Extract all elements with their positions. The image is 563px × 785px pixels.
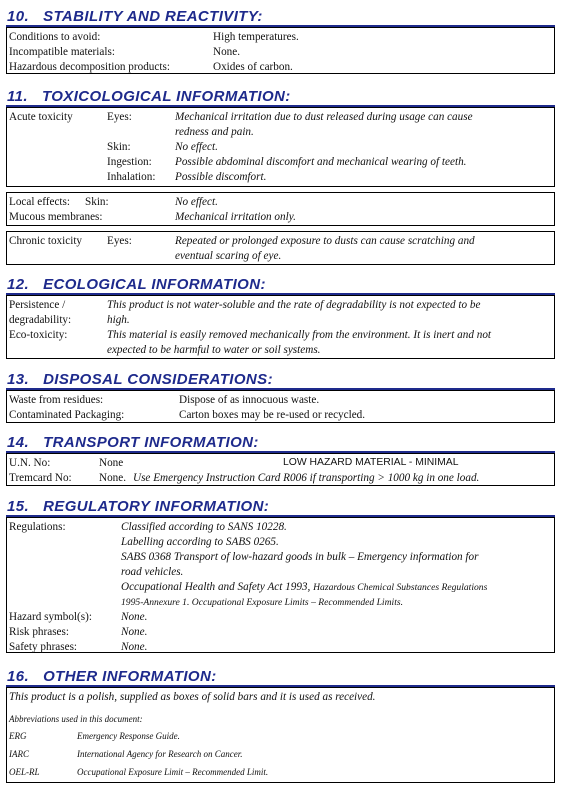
value: Dispose of as innocuous waste.	[179, 394, 320, 406]
value: road vehicles.	[121, 566, 184, 578]
value: Labelling according to SABS 0265.	[121, 536, 279, 548]
chronic-label: Chronic toxicity	[9, 235, 83, 247]
section-13-heading: 13. DISPOSAL CONSIDERATIONS:	[7, 371, 273, 388]
label: Incompatible materials:	[9, 46, 115, 58]
section-14-heading: 14. TRANSPORT INFORMATION:	[7, 434, 259, 451]
route: Eyes:	[107, 111, 132, 123]
value: This material is easily removed mechanically from the environment. It is inert and not	[107, 329, 492, 341]
value: None.	[121, 641, 148, 653]
statement: This product is a polish, supplied as boxes of solid bars and it is used as received.	[9, 691, 376, 703]
section-13-box	[6, 390, 555, 423]
section-12-box	[6, 295, 555, 359]
value: None	[99, 457, 124, 469]
label: Persistence /	[9, 299, 66, 311]
label: Risk phrases:	[9, 626, 69, 638]
section-12-heading: 12. ECOLOGICAL INFORMATION:	[7, 276, 266, 293]
label: Eco-toxicity:	[9, 329, 68, 341]
hazard-note: LOW HAZARD MATERIAL - MINIMAL	[283, 457, 459, 468]
route: Skin:	[107, 141, 131, 153]
section-15-heading: 15. REGULATORY INFORMATION:	[7, 498, 270, 515]
abbr: OEL-RL	[9, 767, 40, 777]
value: Classified according to SANS 10228.	[121, 521, 287, 533]
section-11-heading: 11. TOXICOLOGICAL INFORMATION:	[7, 88, 291, 105]
abbr-heading: Abbreviations used in this document:	[9, 714, 143, 724]
value: SABS 0368 Transport of low-hazard goods in bulk – Emergency information for	[121, 551, 479, 563]
abbr-meaning: Emergency Response Guide.	[77, 731, 180, 741]
value: high.	[107, 314, 130, 326]
mucous-label: Mucous membranes:	[9, 211, 103, 223]
acute-toxicity-box	[6, 107, 555, 187]
section-15-box	[6, 517, 555, 653]
value: Repeated or prolonged exposure to dusts can cause scratching and	[175, 235, 475, 247]
value: None.	[99, 472, 127, 484]
value: 1995-Annexure 1. Occupational Exposure Limits – Recommended Limits.	[121, 597, 403, 608]
section-10-heading: 10. STABILITY AND REACTIVITY:	[7, 8, 263, 25]
value: Possible abdominal discomfort and mechanical wearing of teeth.	[175, 156, 467, 168]
value: None.	[213, 46, 241, 58]
label: U.N. No:	[9, 457, 51, 469]
abbr: IARC	[9, 749, 29, 759]
value: Mechanical irritation only.	[175, 211, 296, 223]
label: Waste from residues:	[9, 394, 104, 406]
abbr-meaning: International Agency for Research on Cancer.	[77, 749, 243, 759]
value: None.	[121, 611, 148, 623]
section-16-heading: 16. OTHER INFORMATION:	[7, 668, 217, 685]
value: High temperatures.	[213, 31, 299, 43]
label: Contaminated Packaging:	[9, 409, 125, 421]
value: Oxides of carbon.	[213, 61, 293, 73]
section-14-box	[6, 453, 555, 486]
label: Tremcard No:	[9, 472, 72, 484]
section-10-box	[6, 27, 555, 74]
label: Hazard symbol(s):	[9, 611, 92, 623]
label: Conditions to avoid:	[9, 31, 101, 43]
abbr: ERG	[9, 731, 27, 741]
value: Mechanical irritation due to dust released during usage can cause	[175, 111, 473, 123]
value: Carton boxes may be re-used or recycled.	[179, 409, 366, 421]
value: No effect.	[175, 196, 218, 208]
value: eventual scaring of eye.	[175, 250, 282, 262]
value: expected to be harmful to water or soil systems.	[107, 344, 321, 356]
route: Ingestion:	[107, 156, 152, 168]
value: This product is not water-soluble and the rate of degradability is not expected to be	[107, 299, 481, 311]
label: Safety phrases:	[9, 641, 78, 653]
value: Occupational Health and Safety Act 1993, Hazardous Chemical Substances Regulations	[121, 581, 488, 593]
note: Use Emergency Instruction Card R006 if transporting > 1000 kg in one load.	[133, 472, 480, 484]
label: Regulations:	[9, 521, 66, 533]
route: Skin:	[85, 196, 109, 208]
section-16-box	[6, 687, 555, 783]
acute-label: Acute toxicity	[9, 111, 73, 123]
chronic-toxicity-box	[6, 231, 555, 265]
value: No effect.	[175, 141, 218, 153]
local-effects-box	[6, 192, 555, 226]
value: None.	[121, 626, 148, 638]
label: Hazardous decomposition products:	[9, 61, 170, 73]
route: Inhalation:	[107, 171, 156, 183]
abbr-meaning: Occupational Exposure Limit – Recommended Limit.	[77, 767, 269, 777]
value: redness and pain.	[175, 126, 254, 138]
local-label: Local effects:	[9, 196, 70, 208]
value: Possible discomfort.	[175, 171, 267, 183]
label: degradability:	[9, 314, 72, 326]
route: Eyes:	[107, 235, 132, 247]
